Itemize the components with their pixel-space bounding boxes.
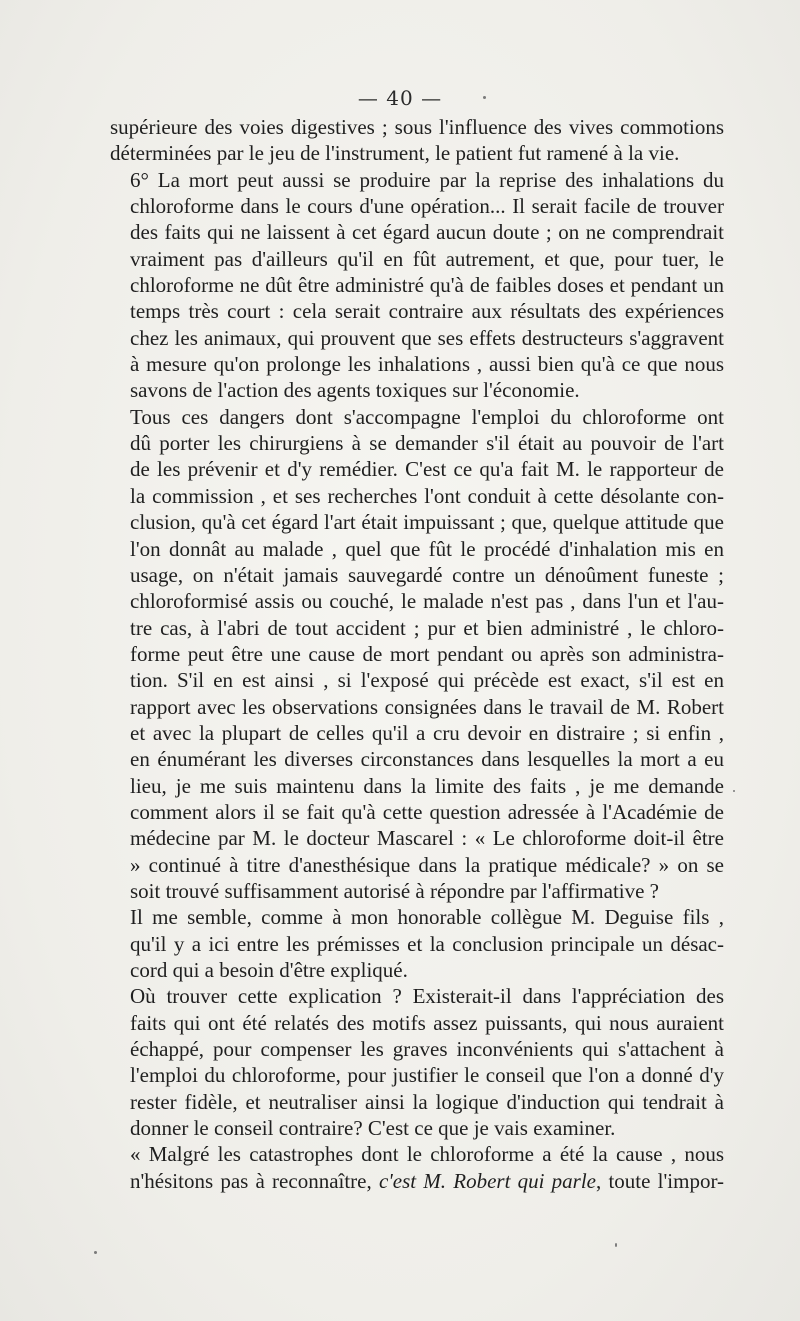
text-line: Tous ces dangers dont s'accompagne l'emploi du chloroforme ont xyxy=(130,404,724,429)
text-run: , toute l'impor- xyxy=(596,1168,725,1193)
text-line: médecine par M. le docteur Mascarel : « Le chloroforme doit-il être xyxy=(130,826,724,851)
page-number: — 40 — xyxy=(357,86,443,110)
paragraph-3 xyxy=(110,404,724,905)
text-line: déterminées par le jeu de l'instrument, le patient fut ramené à la vie. xyxy=(110,141,680,166)
italic-aside: c'est M. Robert qui parle xyxy=(378,1168,596,1193)
text-line: « Malgré les catastrophes dont le chloroforme a été la cause , nous xyxy=(130,1142,724,1167)
scan-speck xyxy=(733,790,735,792)
text-line: lieu, je me suis maintenu dans la limite des faits , je me demande xyxy=(130,773,724,798)
scan-speck xyxy=(615,1243,617,1247)
text-line: échappé, pour compenser les graves inconvénients qui s'attachent à xyxy=(130,1037,724,1062)
text-line-mixed xyxy=(110,1168,724,1194)
text-line: donner le conseil contraire? C'est ce que je vais examiner. xyxy=(130,1116,616,1141)
text-line: supérieure des voies digestives ; sous l'influence des vives commotions xyxy=(110,115,724,139)
text-run: n'hésitons pas à reconnaître, xyxy=(130,1168,379,1193)
text-line: vraiment pas d'ailleurs qu'il en fût autrement, et que, pour tuer, le xyxy=(130,246,724,271)
text-line: rapport avec les observations consignées dans le travail de M. Robert xyxy=(130,694,724,719)
body-text xyxy=(110,114,724,1194)
text-line: clusion, qu'à cet égard l'art était impuissant ; que, quelque attitude que xyxy=(130,510,724,535)
text-line: dû porter les chirurgiens à se demander s'il était au pouvoir de l'art xyxy=(130,431,724,456)
text-line: cord qui a besoin d'être expliqué. xyxy=(130,958,408,982)
text-line: Il me semble, comme à mon honorable collègue M. Deguise fils , xyxy=(130,905,724,930)
text-line: chez les animaux, qui prouvent que ses effets destructeurs s'aggravent xyxy=(130,325,724,350)
text-line: de les prévenir et d'y remédier. C'est ce qu'a fait M. le rapporteur de xyxy=(130,457,724,482)
paragraph-4 xyxy=(110,904,724,983)
text-line: qu'il y a ici entre les prémisses et la conclusion principale un désac- xyxy=(130,931,724,956)
text-line: en énumérant les diverses circonstances dans lesquelles la mort a eu xyxy=(130,747,724,772)
paragraph-2 xyxy=(110,167,724,404)
text-line: la commission , et ses recherches l'ont conduit à cette désolante con- xyxy=(130,483,724,508)
scan-speck xyxy=(94,1251,97,1254)
text-line: » continué à titre d'anesthésique dans la pratique médicale? » on se xyxy=(130,852,724,877)
paragraph-6 xyxy=(110,1141,724,1194)
text-line: chloroformisé assis ou couché, le malade n'est pas , dans l'un et l'au- xyxy=(130,589,724,614)
text-line: faits qui ont été relatés des motifs assez puissants, qui nous auraient xyxy=(130,1010,724,1035)
text-line: forme peut être une cause de mort pendant ou après son administra- xyxy=(130,641,724,666)
text-line: et avec la plupart de celles qu'il a cru devoir en distraire ; si enfin , xyxy=(130,720,724,745)
text-line: 6° La mort peut aussi se produire par la reprise des inhalations du xyxy=(130,167,724,192)
text-line: usage, on n'était jamais sauvegardé contre un dénoûment funeste ; xyxy=(130,562,724,587)
text-line: soit trouvé suffisamment autorisé à répondre par l'affirmative ? xyxy=(130,878,659,903)
paragraph-1 xyxy=(110,114,724,167)
text-line: rester fidèle, et neutraliser ainsi la logique d'induction qui tendrait à xyxy=(130,1089,724,1114)
text-line: temps très court : cela serait contraire aux résultats des expériences xyxy=(130,299,724,324)
text-line: à mesure qu'on prolonge les inhalations , aussi bien qu'à ce que nous xyxy=(130,352,724,377)
text-line: l'emploi du chloroforme, pour justifier le conseil que l'on a donné d'y xyxy=(130,1063,724,1088)
text-line: chloroforme dans le cours d'une opération... Il serait facile de trouver xyxy=(130,194,724,219)
scan-speck xyxy=(483,96,486,99)
text-line: tion. S'il en est ainsi , si l'exposé qui précède est exact, s'il est en xyxy=(130,668,724,693)
text-line: l'on donnât au malade , quel que fût le procédé d'inhalation mis en xyxy=(130,536,724,561)
text-line: savons de l'action des agents toxiques sur l'économie. xyxy=(130,378,580,403)
text-line: Où trouver cette explication ? Existerait-il dans l'appréciation des xyxy=(130,984,724,1009)
text-line: tre cas, à l'abri de tout accident ; pur et bien administré , le chloro- xyxy=(130,615,724,640)
text-line: des faits qui ne laissent à cet égard aucun doute ; on ne comprendrait xyxy=(130,220,724,245)
paragraph-5 xyxy=(110,983,724,1141)
text-line: chloroforme ne dût être administré qu'à de faibles doses et pendant un xyxy=(130,273,724,298)
text-line: comment alors il se fait qu'à cette question adressée à l'Académie de xyxy=(130,799,724,824)
